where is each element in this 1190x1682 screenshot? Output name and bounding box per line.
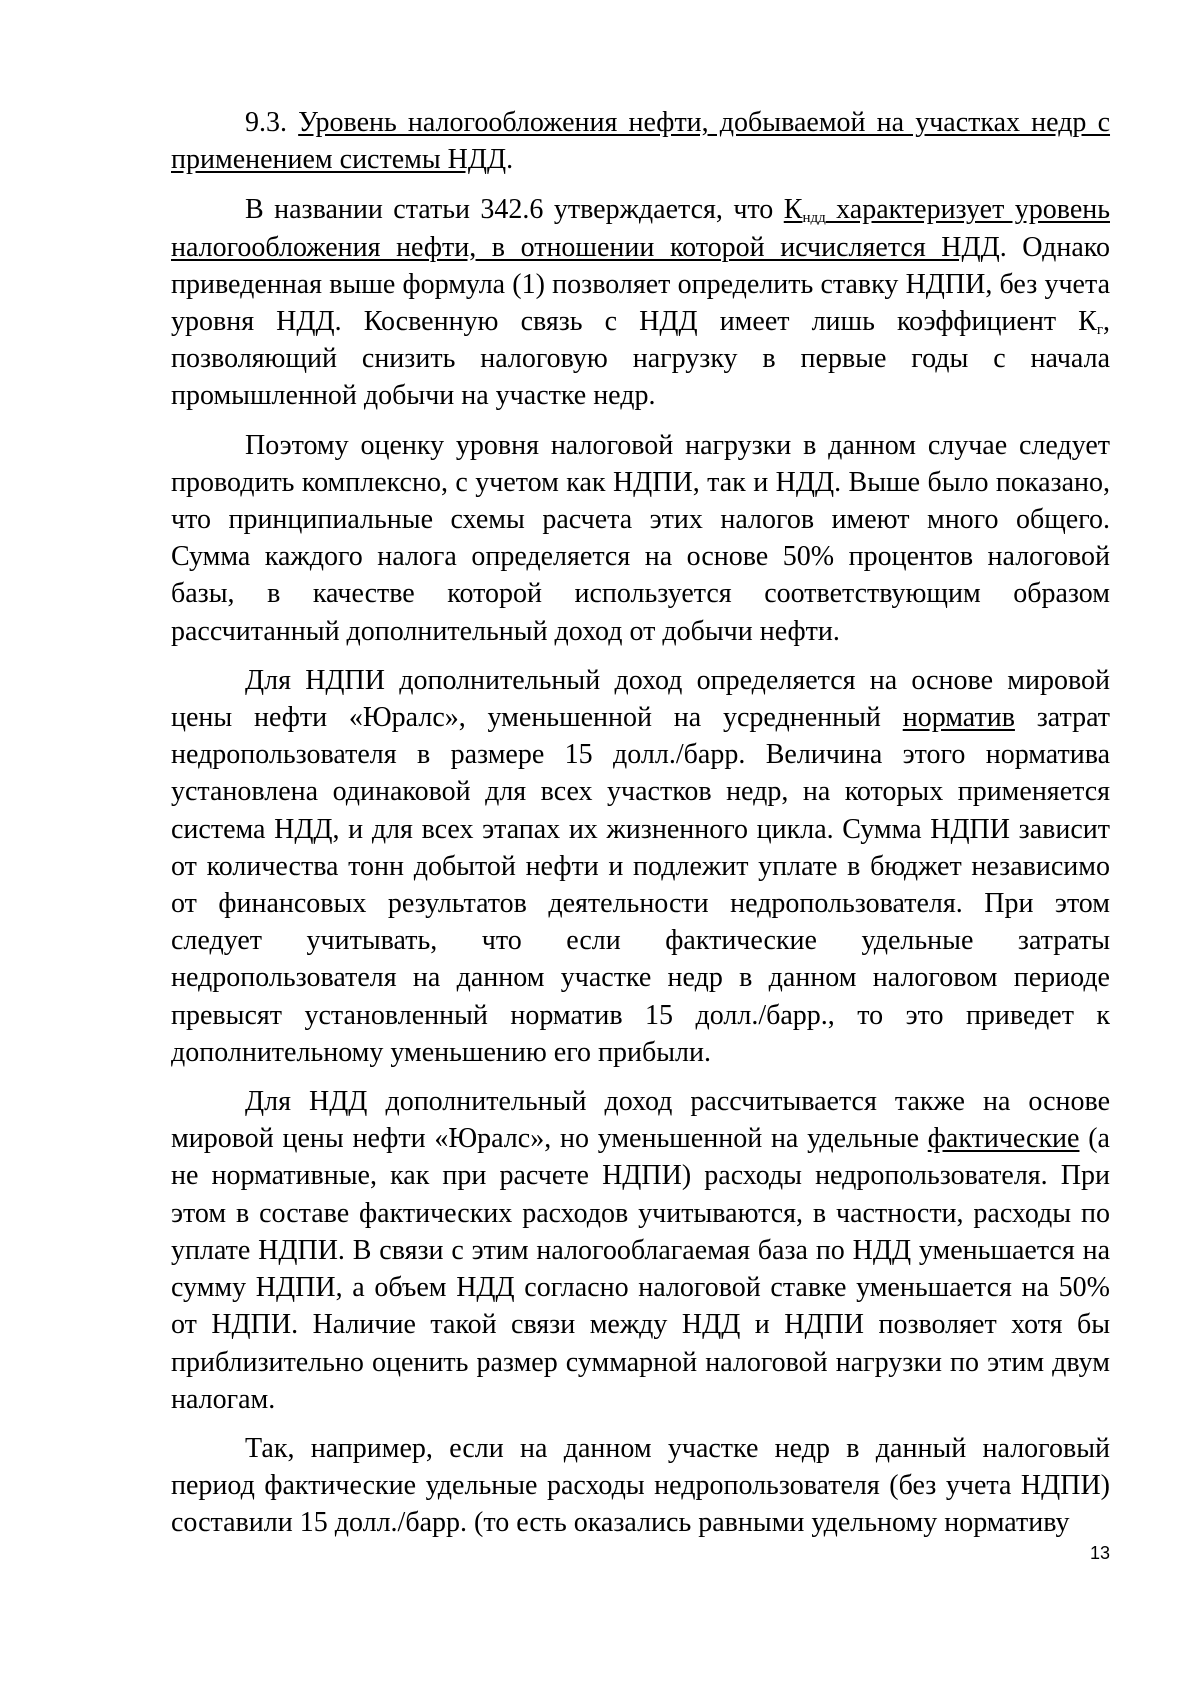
paragraph-3-text-b: затрат недропользователя в размере 15 долл./барр. Величина этого норматива установлена одинаковой для всех участков недр, на которых применяется система НДД, и для всех этапах их жизненного цикла. Сумма НДПИ зависит от количества тонн добытой нефти и подлежит уплате в бюджет независимо от финансовых результатов деятельности недропользователя. При этом следует учитывать, что если фактические удельные затраты недропользователя на данном участке недр в данном налоговом периоде превысят установленный норматив 15 долл./барр., то это приведет к дополнительному уменьшению его прибыли. [171,702,1111,1068]
paragraph-1 [171,191,1110,414]
paragraph-4-text-b: (а не нормативные, как при расчете НДПИ) расходы недропользователя. При этом в составе фактических расходов учитываются, в частности, расходы по уплате НДПИ. В связи с этим налогооблагаемая база по НДД уменьшается на сумму НДПИ, а объем НДД согласно налоговой ставке уменьшается на 50% от НДПИ. Наличие такой связи между НДД и НДПИ позволяет хотя бы приблизительно оценить размер суммарной налоговой нагрузки по этим двум налогам. [171,1123,1110,1415]
page-number: 13 [1089,1543,1110,1563]
paragraph-3-underlined-word: норматив [902,702,1015,734]
paragraph-4-underlined-word: фактические [927,1123,1080,1155]
paragraph-3 [171,662,1110,1071]
paragraph-4 [171,1083,1110,1418]
section-number: 9.3. [245,107,287,138]
paragraph-1-text-b: . Однако приведенная выше формула (1) позволяет определить ставку НДПИ, без учета уровня НДД. Косвенную связь с НДД имеет лишь коэффициент К [171,231,1110,338]
paragraph-1-text-c: , позволяющий снизить налоговую нагрузку в первые годы с начала промышленной добычи на участке недр. [171,306,1110,412]
paragraph-4-text-a: Для НДД дополнительный доход рассчитывается также на основе мировой цены нефти «Юралс», но уменьшенной на удельные [171,1086,1110,1155]
paragraph-3-text-a: Для НДПИ дополнительный доход определяется на основе мировой цены нефти «Юралс», уменьшенной на усредненный [171,664,1110,734]
section-title-end: . [506,144,514,176]
section-heading [171,104,1110,178]
k-g-subscript: г [1096,322,1103,339]
document-page [171,104,1110,1624]
paragraph-5: Так, например, если на данном участке недр в данный налоговый период фактические удельные расходы недропользователя (без учета НДПИ) составили 15 долл./барр. (то есть оказались равными удельному нормативу [171,1432,1110,1539]
paragraph-1-underlined-text: характеризует уровень налогообложения нефти, в отношении которой исчисляется НДД [171,194,1110,263]
paragraph-2: Поэтому оценку уровня налоговой нагрузки в данном случае следует проводить комплексно, с учетом как НДПИ, так и НДД. Выше было показано, что принципиальные схемы расчета этих налогов имеют много общего. Сумма каждого налога определяется на основе 50% процентов налоговой базы, в качестве которой используется соответствующим образом рассчитанный дополнительный доход от добычи нефти. [171,429,1110,647]
section-title: Уровень налогообложения нефти, добываемой на участках недр с применением системы НДД [171,107,1111,176]
k-ndd-symbol: К [783,194,803,226]
k-ndd-subscript: ндд [802,210,826,227]
paragraph-1-text-a: В названии статьи 342.6 утверждается, что [245,194,784,226]
